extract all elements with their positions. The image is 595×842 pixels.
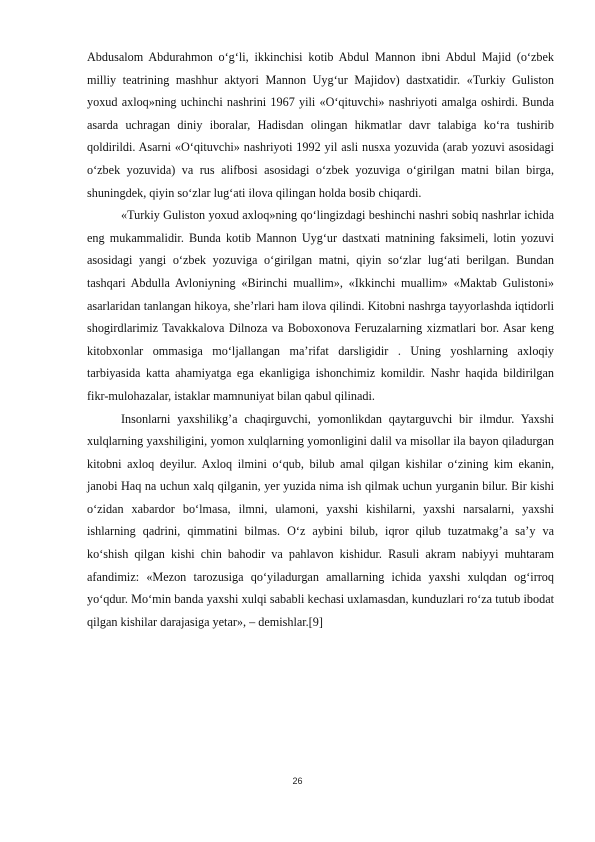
page-number: 26 (292, 776, 303, 786)
paragraph-1: Abdusalom Abdurahmon o‘g‘li, ikkinchisi kotib Abdul Mannon ibni Abdul Majid (o‘zbek milliy teatrining mashhur aktyori Mannon Uyg‘ur Majidov) dastxatidir. «Turkiy Guliston yoxud axloq»ning uchinchi nashrini 1967 yili «O‘qituvchi» nashriyoti amalga oshirdi. Bunda asarda uchragan diniy iboralar, Hadisdan olingan hikmatlar davr talabiga ko‘ra tushirib qoldirildi. Asarni «O‘qituvchi» nashriyoti 1992 yil asli nusxa yozuvida (arab yozuvi asosidagi o‘zbek yozuvida) va rus alifbosi asosidagi o‘zbek yozuviga o‘girilgan matni bilan birga, shuningdek, qiyin so‘zlar lug‘ati ilova qilingan holda bosib chiqardi. (87, 50, 554, 200)
paragraph-2: «Turkiy Guliston yoxud axloq»ning qo‘lingizdagi beshinchi nashri sobiq nashrlar ichida eng mukammalidir. Bunda kotib Mannon Uyg‘ur dastxati matnining faksimeli, lotin yozuvi asosidagi yangi o‘zbek yozuviga o‘girilgan matni, qiyin so‘zlar lug‘ati berilgan. Bundan tashqari Abdulla Avloniyning «Birinchi muallim», «Ikkinchi muallim» «Maktab Gulistoni» asarlaridan tanlangan hikoya, she’rlari ham ilova qilindi. Kitobni nashrga tayyorlashda iqtidorli shogirdlarimiz Tavakkalova Dilnoza va Boboxonova Feruzalarning xizmatlari bor. Asar keng kitobxonlar ommasiga mo‘ljallangan ma’rifat darsligidir . Uning yoshlarning axloqiy tarbiyasida katta ahamiyatga ega ekanligiga ishonchimiz komildir. Nashr haqida bildirilgan fikr-mulohazalar, istaklar mamnuniyat bilan qabul qilinadi. (87, 208, 554, 403)
paragraph-3: Insonlarni yaxshilikg’a chaqirguvchi, yomonlikdan qaytarguvchi bir ilmdur. Yaxshi xulqlarning yaxshiligini, yomon xulqlarning yomonligini dalil va misollar ila bayon qiladurgan kitobni axloq deyilur. Axloq ilmini o‘qub, bilub amal qilgan kishilar o‘zining kim ekanin, janobi Haq na uchun xalq qilganin, yer yuzida nima ish qilmak uchun yurganin bilur. Bir kishi o‘zidan xabardor bo‘lmasa, ilmni, ulamoni, yaxshi kishilarni, yaxshi narsalarni, yaxshi ishlarning qadrini, qimmatini bilmas. O‘z aybini bilub, iqror qilub tuzatmakg’a sa’y va ko‘shish qilgan kishi chin bahodir va pahlavon kishidur. Rasuli akram nabiyyi muhtaram afandimiz: «Mezon tarozusiga qo‘yiladurgan amallarning ichida yaxshi xulqdan og‘irroq yo‘qdur. Mo‘min banda yaxshi xulqi sababli kechasi uxlamasdan, kunduzlari ro‘za tutub ibodat qilgan kishilar darajasiga yetar», – demishlar.[9] (87, 411, 554, 629)
document-body (87, 46, 554, 633)
